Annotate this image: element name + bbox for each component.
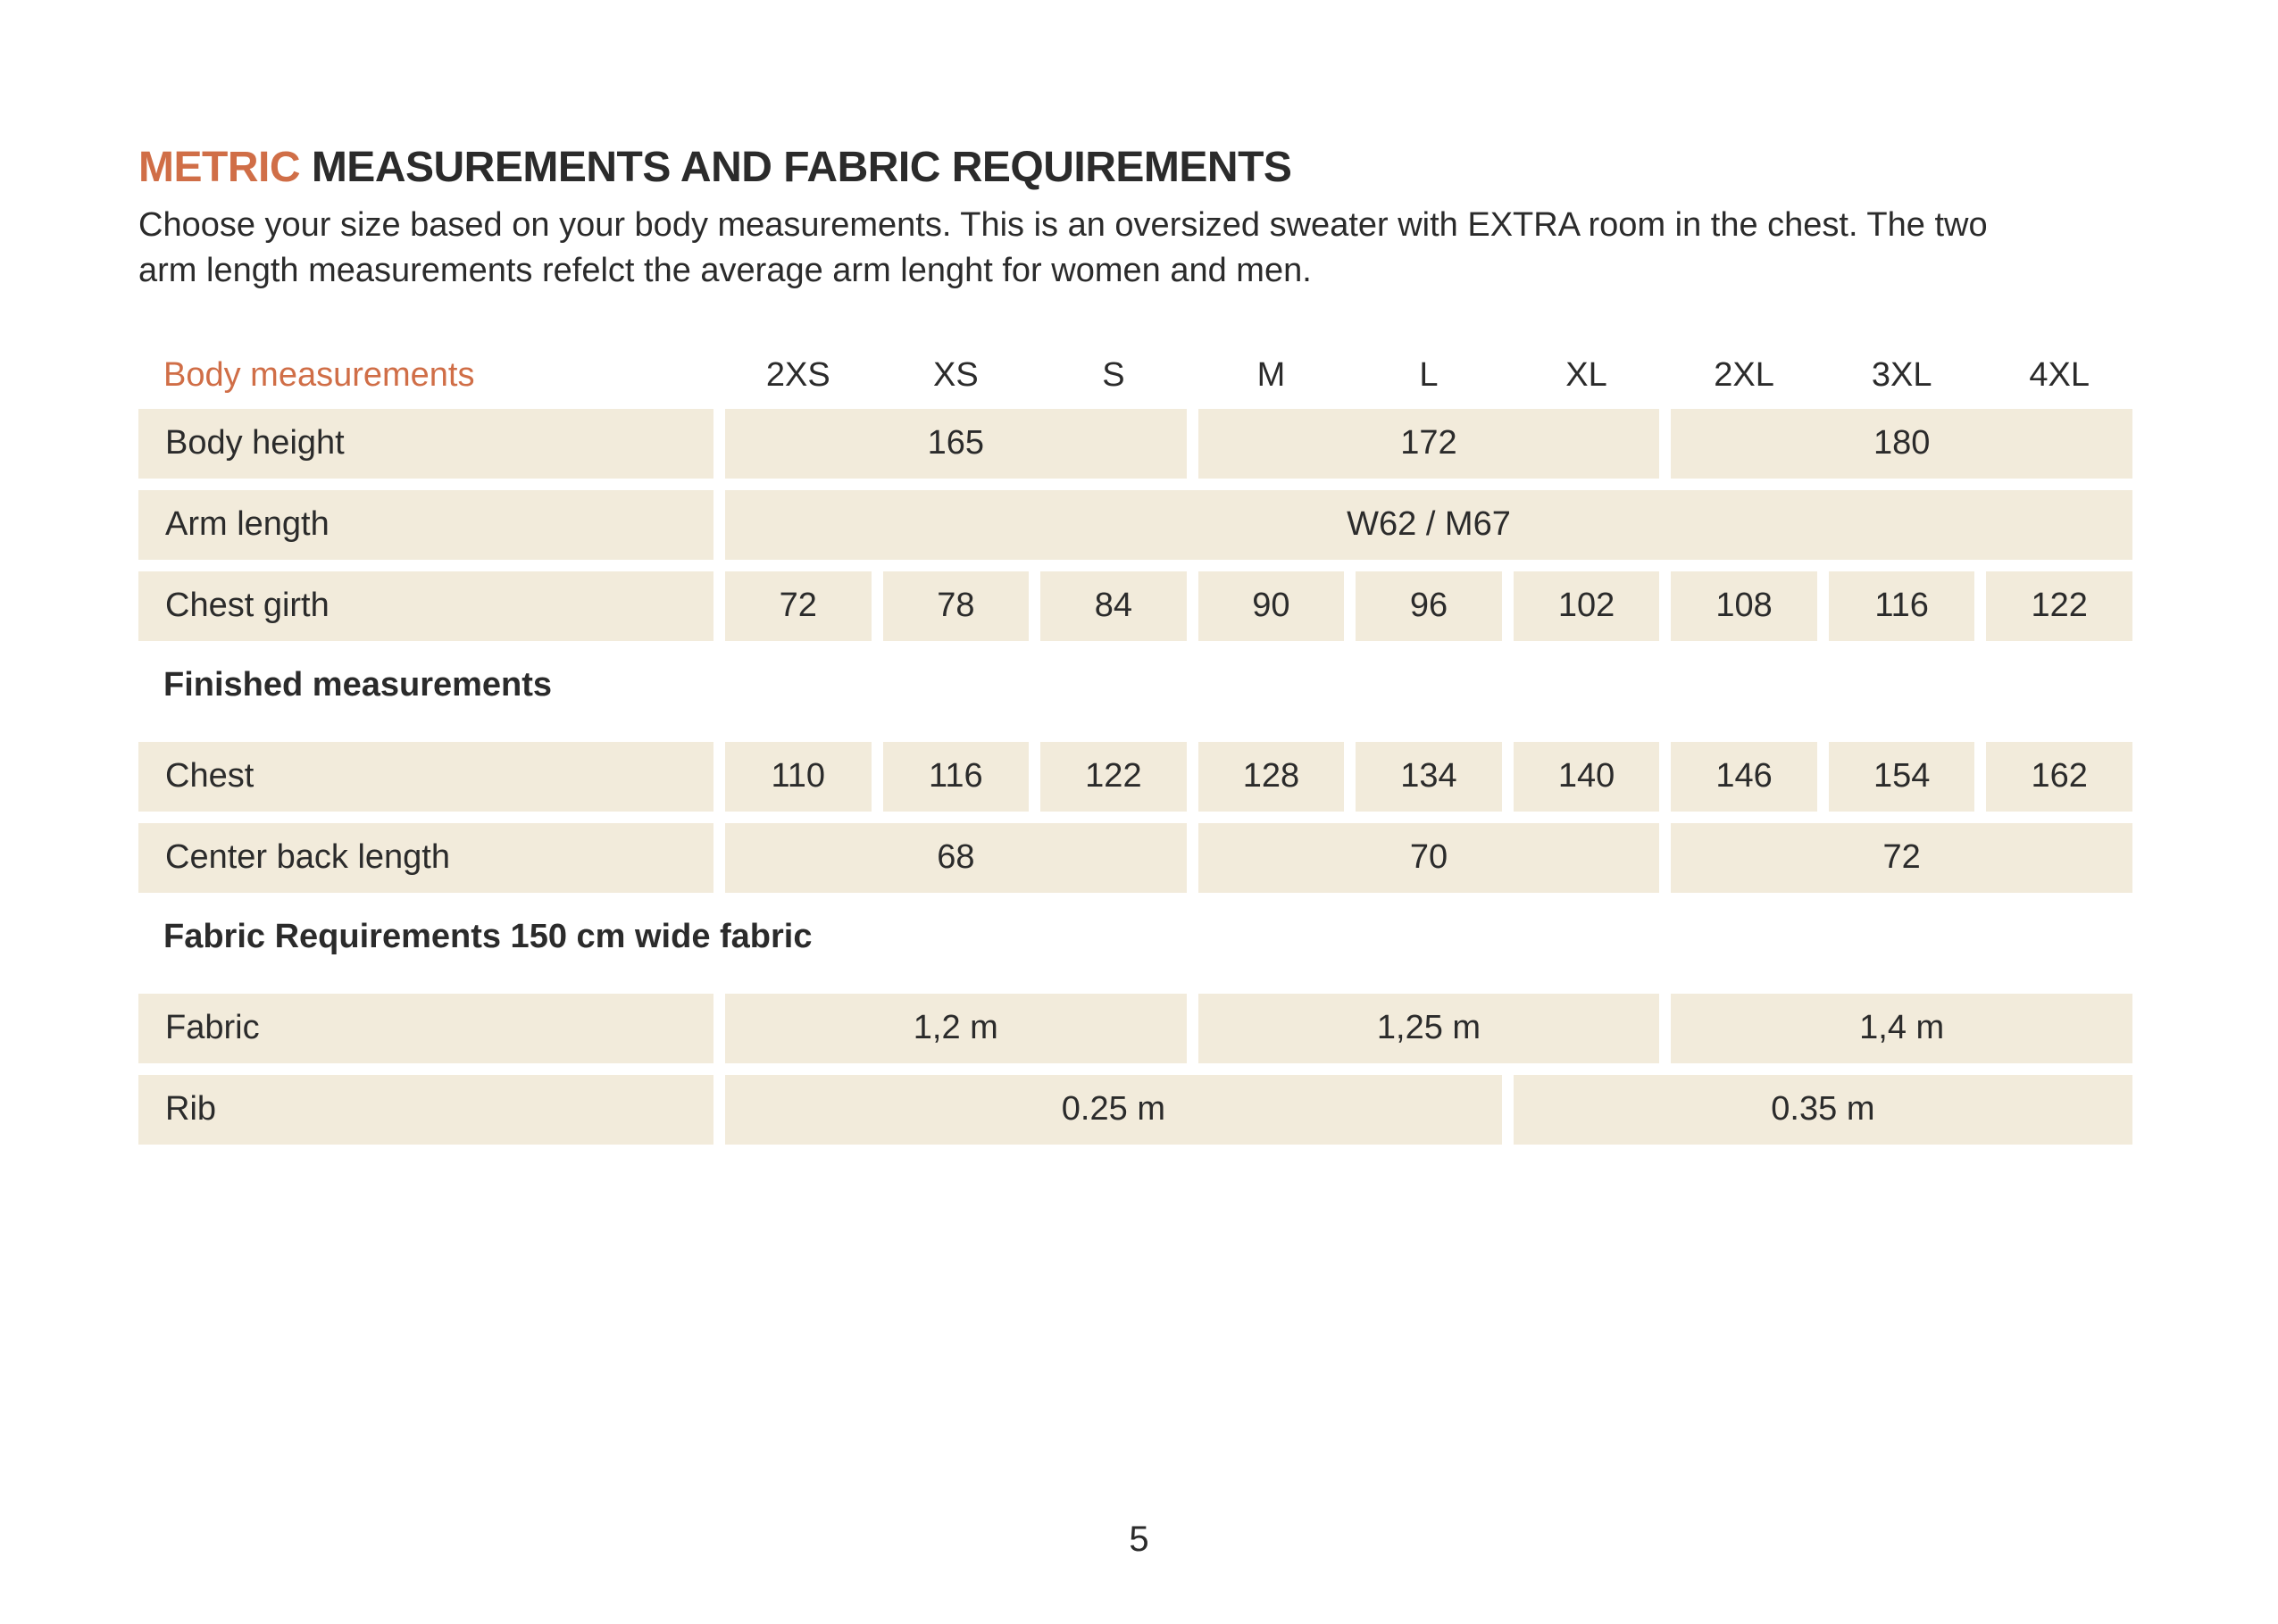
row-center-back-length (138, 823, 2132, 893)
value-cell: 165 (725, 409, 1187, 479)
value-cell: 134 (1356, 742, 1502, 812)
value-cell: 96 (1356, 571, 1502, 641)
row-label: Chest girth (138, 571, 713, 641)
row-rib (138, 1075, 2132, 1145)
size-header-row (138, 348, 2132, 395)
size-col-2xs: 2XS (765, 355, 830, 394)
value-cell: 70 (1198, 823, 1660, 893)
page-title-rest: MEASUREMENTS AND FABRIC REQUIREMENTS (299, 144, 1292, 191)
value-cell: 102 (1514, 571, 1660, 641)
intro-line-2: arm length measurements refelct the average arm lenght for women and men. (138, 252, 1312, 290)
row-body-height (138, 409, 2132, 479)
value-cell: 1,4 m (1671, 994, 2132, 1063)
size-col-xs: XS (932, 355, 979, 394)
intro-paragraph (138, 203, 2278, 295)
section-heading-finished: Finished measurements (163, 665, 553, 704)
value-cell: 122 (1986, 571, 2132, 641)
row-label: Center back length (138, 823, 713, 893)
row-label: Fabric (138, 994, 713, 1063)
row-label: Body height (138, 409, 713, 479)
section-heading-fabric: Fabric Requirements 150 cm wide fabric (163, 917, 813, 955)
value-cell: 72 (725, 571, 872, 641)
size-col-3xl: 3XL (1871, 355, 1932, 394)
row-label: Chest (138, 742, 713, 812)
value-cell: 116 (883, 742, 1030, 812)
value-cell: 162 (1986, 742, 2132, 812)
row-chest-finished (138, 742, 2132, 812)
row-label: Arm length (138, 490, 713, 560)
value-cell: 116 (1829, 571, 1975, 641)
page-title-accent: METRIC (138, 144, 300, 191)
value-cell: 0.35 m (1514, 1075, 2132, 1145)
value-cell: W62 / M67 (725, 490, 2132, 560)
page-number: 5 (1129, 1520, 1149, 1559)
value-cell: 78 (883, 571, 1030, 641)
value-cell: 72 (1671, 823, 2132, 893)
size-col-s: S (1102, 355, 1125, 394)
value-cell: 140 (1514, 742, 1660, 812)
value-cell: 172 (1198, 409, 1660, 479)
value-cell: 1,2 m (725, 994, 1187, 1063)
size-col-2xl: 2XL (1714, 355, 1774, 394)
intro-line-1: Choose your size based on your body measurements. This is an oversized sweater with EXTRA room in the chest. The two (138, 206, 1988, 245)
value-cell: 108 (1671, 571, 1817, 641)
value-cell: 1,25 m (1198, 994, 1660, 1063)
row-fabric (138, 994, 2132, 1063)
value-cell: 180 (1671, 409, 2132, 479)
size-col-l: L (1419, 355, 1439, 394)
page-title (138, 143, 2278, 192)
size-col-m: M (1256, 355, 1286, 394)
row-chest-girth (138, 571, 2132, 641)
table-title: Body measurements (163, 355, 475, 394)
value-cell: 68 (725, 823, 1187, 893)
value-cell: 90 (1198, 571, 1345, 641)
size-col-xl: XL (1565, 355, 1607, 394)
size-table (138, 348, 2132, 1145)
row-arm-length (138, 490, 2132, 560)
value-cell: 84 (1040, 571, 1187, 641)
value-cell: 110 (725, 742, 872, 812)
row-label: Rib (138, 1075, 713, 1145)
size-col-4xl: 4XL (2029, 355, 2090, 394)
value-cell: 122 (1040, 742, 1187, 812)
value-cell: 146 (1671, 742, 1817, 812)
value-cell: 128 (1198, 742, 1345, 812)
value-cell: 154 (1829, 742, 1975, 812)
value-cell: 0.25 m (725, 1075, 1502, 1145)
